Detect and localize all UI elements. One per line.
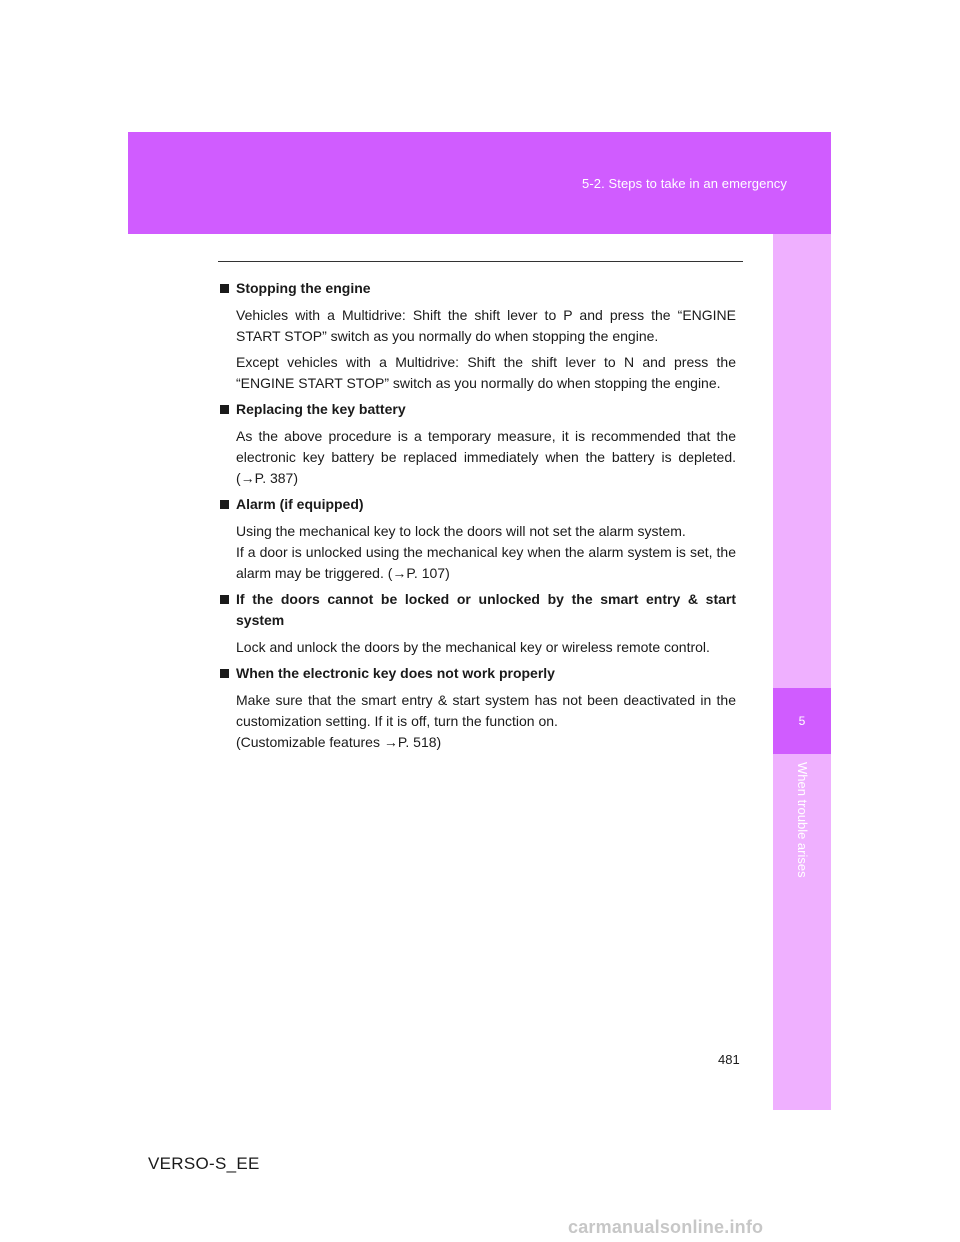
item-heading: If the doors cannot be locked or unlocked by the smart entry & start system xyxy=(236,591,736,628)
item-paragraph: Vehicles with a Multidrive: Shift the shift lever to P and press the “ENGINE START STOP” switch as you normally do when stopping the engine. xyxy=(236,307,736,344)
square-bullet-icon xyxy=(220,669,229,678)
watermark: carmanualsonline.info xyxy=(568,1217,764,1237)
item-replacing-key-battery xyxy=(218,399,736,489)
item-alarm xyxy=(218,494,736,584)
doc-code: VERSO-S_EE xyxy=(148,1154,260,1173)
item-heading: Replacing the key battery xyxy=(236,401,406,417)
section-title: 5-2. Steps to take in an emergency xyxy=(581,176,787,191)
item-heading: Alarm (if equipped) xyxy=(236,496,364,512)
item-electronic-key xyxy=(218,663,736,753)
chapter-label: When trouble arises xyxy=(795,762,810,878)
item-heading: When the electronic key does not work properly xyxy=(236,665,555,681)
chapter-tab xyxy=(773,688,831,754)
item-heading: Stopping the engine xyxy=(236,280,371,296)
content xyxy=(218,278,736,758)
square-bullet-icon xyxy=(220,284,229,293)
item-paragraph: As the above procedure is a temporary measure, it is recommended that the electronic key battery be replaced immediately when the battery is depleted. (→P. 387) xyxy=(236,428,736,486)
item-stopping-engine xyxy=(218,278,736,394)
header-rule xyxy=(218,261,743,262)
item-paragraph: Using the mechanical key to lock the doors will not set the alarm system. xyxy=(236,523,686,539)
chapter-number: 5 xyxy=(798,714,806,728)
page-number: 481 xyxy=(718,1052,740,1067)
square-bullet-icon xyxy=(220,405,229,414)
item-paragraph: Make sure that the smart entry & start system has not been deactivated in the customization setting. If it is off, turn the function on. xyxy=(236,692,736,729)
header-band xyxy=(128,132,831,234)
item-paragraph: If a door is unlocked using the mechanical key when the alarm system is set, the alarm may be triggered. (→P. 107) xyxy=(236,544,736,581)
square-bullet-icon xyxy=(220,500,229,509)
item-paragraph: (Customizable features →P. 518) xyxy=(236,734,442,750)
side-strip xyxy=(773,234,831,1110)
item-doors-cannot-lock xyxy=(218,589,736,658)
item-paragraph: Lock and unlock the doors by the mechanical key or wireless remote control. xyxy=(236,639,710,655)
item-paragraph: Except vehicles with a Multidrive: Shift the shift lever to N and press the “ENGINE START STOP” switch as you normally do when stopping the engine. xyxy=(236,354,736,391)
square-bullet-icon xyxy=(220,595,229,604)
